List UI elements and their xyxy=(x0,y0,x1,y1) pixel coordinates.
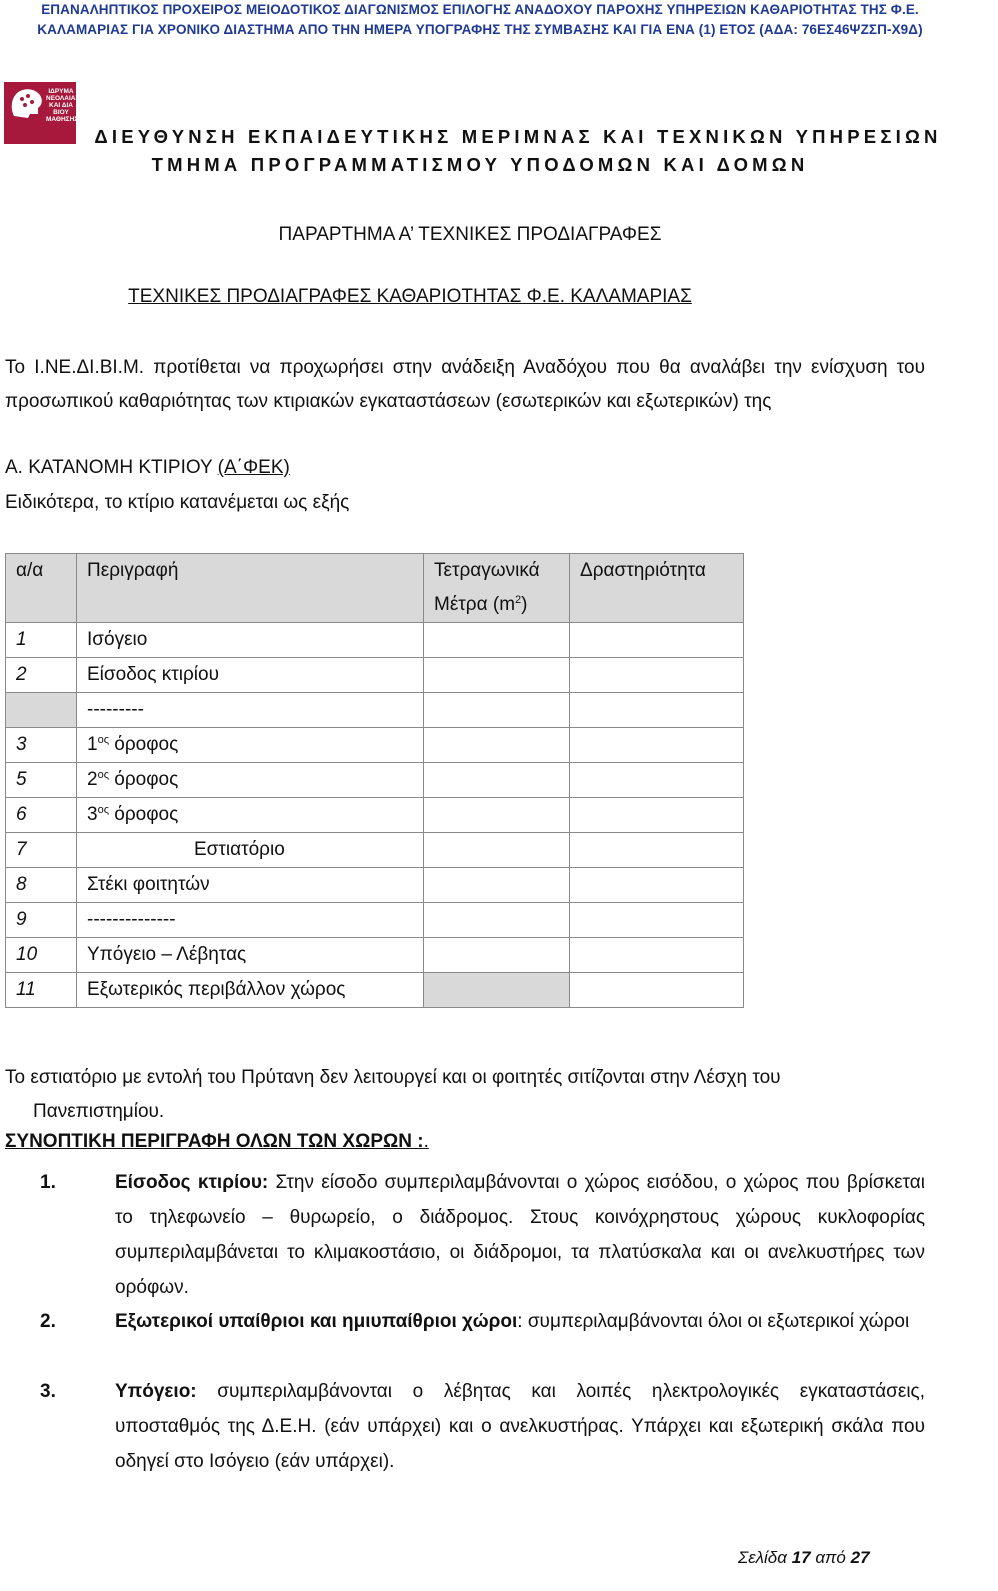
header-area xyxy=(424,554,570,623)
row-activity xyxy=(570,763,744,798)
table-row xyxy=(6,868,744,903)
row-num: 6 xyxy=(6,798,77,833)
table-row xyxy=(6,938,744,973)
row-area xyxy=(424,763,570,798)
item-body: Εξωτερικοί υπαίθριοι και ημιυπαίθριοι χώροι: συμπεριλαμβάνονται όλοι οι εξωτερικοί χώροι xyxy=(115,1311,910,1332)
row-activity xyxy=(570,798,744,833)
table-row xyxy=(6,763,744,798)
row-activity xyxy=(570,938,744,973)
table-row xyxy=(6,728,744,763)
row-area xyxy=(424,693,570,728)
header-num: α/α xyxy=(6,554,77,623)
row-desc: Στέκι φοιτητών xyxy=(77,868,424,903)
row-desc: -------------- xyxy=(77,903,424,938)
spec-title: ΤΕΧΝΙΚΕΣ ΠΡΟΔΙΑΓΡΑΦΕΣ ΚΑΘΑΡΙΟΤΗΤΑΣ Φ.Ε. ΚΑΛΑΜΑΡΙΑΣ xyxy=(128,286,692,307)
note-line-1: Το εστιατόριο με εντολή του Πρύτανη δεν λειτουργεί και οι φοιτητές σιτίζονται στην Λέσχη του xyxy=(5,1067,781,1088)
section-a-underlined: (Α΄ΦΕΚ) xyxy=(217,457,290,478)
row-num: 10 xyxy=(6,938,77,973)
item-number: 1. xyxy=(40,1172,56,1193)
restaurant-note xyxy=(5,1061,925,1129)
row-desc: Είσοδος κτιρίου xyxy=(77,658,424,693)
section-a-heading xyxy=(5,457,290,479)
building-allocation-table xyxy=(5,553,744,1008)
header-line-2: ΚΑΛΑΜΑΡΙΑΣ ΓΙΑ ΧΡΟΝΙΚΟ ΔΙΑΣΤΗΜΑ ΑΠΟ ΤΗΝ ΗΜΕΡΑ ΥΠΟΓΡΑΦΗΣ ΤΗΣ ΣΥΜΒΑΣΗΣ ΚΑΙ ΓΙΑ ΕΝΑ (1) ΕΤΟΣ (ΑΔΑ: 76ΕΣ46ΨΖΣΠ-Χ9Δ) xyxy=(37,22,923,37)
row-area xyxy=(424,833,570,868)
row-area xyxy=(424,798,570,833)
row-activity xyxy=(570,693,744,728)
row-area xyxy=(424,868,570,903)
row-area xyxy=(424,623,570,658)
section-a-subtitle: Ειδικότερα, το κτίριο κατανέμεται ως εξής xyxy=(5,492,350,513)
row-area xyxy=(424,903,570,938)
row-num: 2 xyxy=(6,658,77,693)
row-desc: Ισόγειο xyxy=(77,623,424,658)
row-desc: Εστιατόριο xyxy=(77,833,424,868)
row-activity xyxy=(570,973,744,1008)
row-num: 8 xyxy=(6,868,77,903)
table-row xyxy=(6,658,744,693)
item-number: 2. xyxy=(40,1311,56,1332)
row-area xyxy=(424,938,570,973)
intro-paragraph: Το Ι.ΝΕ.ΔΙ.ΒΙ.Μ. προτίθεται να προχωρήσει στην ανάδειξη Αναδόχου που θα αναλάβει την ενίσχυση του προσωπικού καθαριότητας των κτιριακών εγκαταστάσεων (εσωτερικών και εξωτερικών) της xyxy=(5,357,925,412)
note-line-2: Πανεπιστημίου. xyxy=(33,1101,165,1122)
row-area xyxy=(424,658,570,693)
row-num: 5 xyxy=(6,763,77,798)
row-num: 11 xyxy=(6,973,77,1008)
row-desc: Υπόγειο – Λέβητας xyxy=(77,938,424,973)
head-silhouette-icon xyxy=(8,86,46,120)
row-activity xyxy=(570,658,744,693)
item-body: Είσοδος κτιρίου: Στην είσοδο συμπεριλαμβάνονται ο χώρος εισόδου, ο χώρος που βρίσκεται το τηλεφωνείο – θυρωρείο, ο διάδρομος. Στους κοινόχρηστους χώρους κυκλοφορίας συμπεριλαμβάνεται το κλιμακοστάσιο, οι διάδρομοι, τα πλατύσκαλα και οι ανελκυστήρες των ορόφων. xyxy=(115,1172,925,1298)
row-area xyxy=(424,728,570,763)
row-activity xyxy=(570,903,744,938)
header-area-line1: Τετραγωνικά xyxy=(434,560,540,581)
item-body: Υπόγειο: συμπεριλαμβάνονται ο λέβητας και λοιπές ηλεκτρολογικές εγκαταστάσεις, υποσταθμός της Δ.Ε.Η. (εάν υπάρχει) και ο ανελκυστήρας. Υπάρχει και εξωτερική σκάλα που οδηγεί στο Ισόγειο (εάν υπάρχει). xyxy=(115,1381,925,1472)
row-num: 3 xyxy=(6,728,77,763)
list-item xyxy=(0,1165,925,1305)
table-row xyxy=(6,623,744,658)
list-item xyxy=(0,1304,925,1339)
header-desc: Περιγραφή xyxy=(77,554,424,623)
row-desc: $1^{o\varsigma}$ όροφος xyxy=(77,728,424,763)
list-item xyxy=(0,1374,925,1479)
row-area xyxy=(424,973,570,1008)
row-desc: $3^{o\varsigma}$ όροφος xyxy=(77,798,424,833)
row-desc: Εξωτερικός περιβάλλον χώρος xyxy=(77,973,424,1008)
row-num xyxy=(6,693,77,728)
row-activity xyxy=(570,833,744,868)
annex-title: ΠΑΡΑΡΤΗΜΑ Α’ ΤΕΧΝΙΚΕΣ ΠΡΟΔΙΑΓΡΑΦΕΣ xyxy=(278,224,662,245)
row-num: 9 xyxy=(6,903,77,938)
item-number: 3. xyxy=(40,1381,56,1402)
row-desc: $2^{o\varsigma}$ όροφος xyxy=(77,763,424,798)
header-line-1: ΕΠΑΝΑΛΗΠΤΙΚΟΣ ΠΡΟΧΕΙΡΟΣ ΜΕΙΟΔΟΤΙΚΟΣ ΔΙΑΓΩΝΙΣΜΟΣ ΕΠΙΛΟΓΗΣ ΑΝΑΔΟΧΟΥ ΠΑΡΟΧΗΣ ΥΠΗΡΕΣΙΩΝ ΚΑΘΑΡΙΟΤΗΤΑΣ ΤΗΣ Φ.Ε. xyxy=(41,2,919,17)
department-line-1: ΔΙΕΥΘΥΝΣΗ ΕΚΠΑΙΔΕΥΤΙΚΗΣ ΜΕΡΙΜΝΑΣ ΚΑΙ ΤΕΧΝΙΚΩΝ ΥΠΗΡΕΣΙΩΝ xyxy=(94,126,942,147)
table-row xyxy=(6,903,744,938)
table-row xyxy=(6,798,744,833)
row-desc: --------- xyxy=(77,693,424,728)
row-activity xyxy=(570,868,744,903)
summary-title: ΣΥΝΟΠΤΙΚΗ ΠΕΡΙΓΡΑΦΗ ΟΛΩΝ ΤΩΝ ΧΩΡΩΝ :. xyxy=(5,1131,429,1152)
table-row xyxy=(6,833,744,868)
row-num: 1 xyxy=(6,623,77,658)
row-activity xyxy=(570,623,744,658)
section-a-prefix: Α. ΚΑΤΑΝΟΜΗ ΚΤΙΡΙΟΥ xyxy=(5,457,218,478)
department-line-2: ΤΜΗΜΑ ΠΡΟΓΡΑΜΜΑΤΙΣΜΟΥ ΥΠΟΔΟΜΩΝ ΚΑΙ ΔΟΜΩΝ xyxy=(151,154,809,175)
row-num: 7 xyxy=(6,833,77,868)
header-activity: Δραστηριότητα xyxy=(570,554,744,623)
table-row xyxy=(6,693,744,728)
row-activity xyxy=(570,728,744,763)
logo-text: ΙΔΡΥΜΑ ΝΕΟΛΑΙΑΣ ΚΑΙ ΔΙΑ ΒΙΟΥ ΜΑΘΗΣΗΣ xyxy=(46,88,80,123)
table-header-row xyxy=(6,554,744,623)
table-row xyxy=(6,973,744,1008)
header-area-line2: Μέτρα $(m^2)$ xyxy=(434,594,528,615)
page-footer: Σελίδα 17 από 27 xyxy=(738,1548,870,1567)
